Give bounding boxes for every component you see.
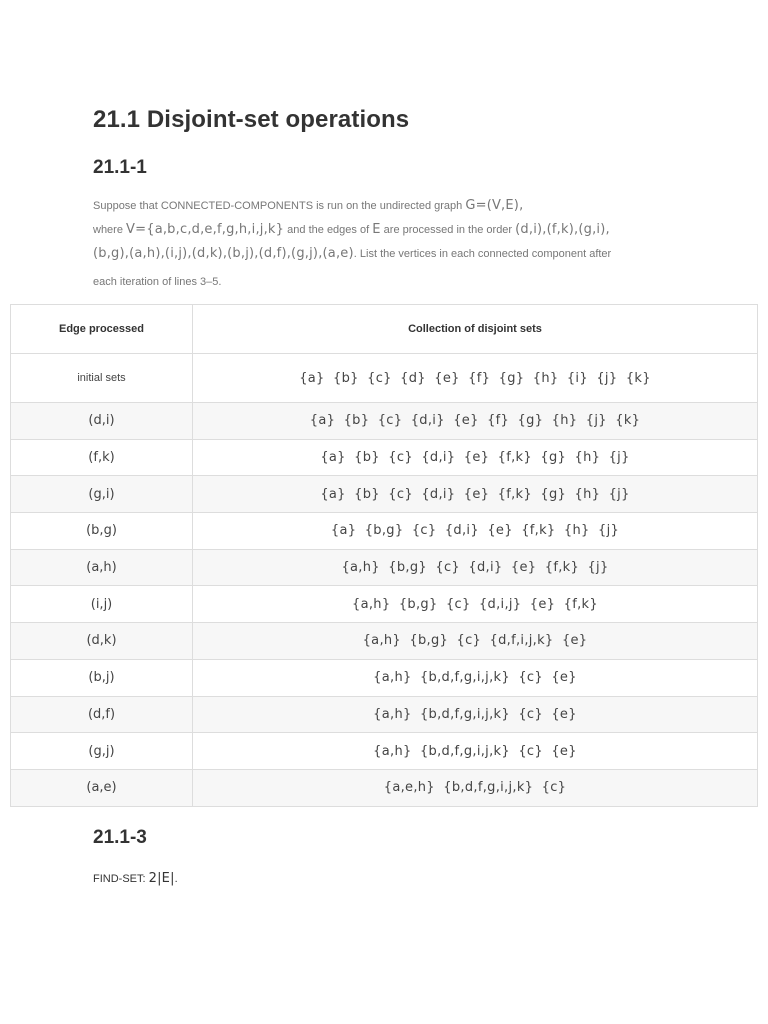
- table-row: [11, 586, 758, 623]
- edge-cell: (b,g): [11, 513, 193, 550]
- statement-line-1: [93, 198, 523, 213]
- page-title: 21.1 Disjoint-set operations: [93, 106, 410, 133]
- sets-cell: {a} {b} {c} {d,i} {e} {f,k} {g} {h} {j}: [193, 439, 758, 476]
- edge-cell: (f,k): [11, 439, 193, 476]
- sets-cell: {a} {b} {c} {d,i} {e} {f} {g} {h} {j} {k}: [193, 403, 758, 440]
- statement-text: Suppose that CONNECTED-COMPONENTS is run on the undirected graph: [93, 200, 466, 212]
- statement-text: where: [93, 224, 127, 236]
- table-header-row: [11, 305, 758, 354]
- exercise-heading-21-1-1: 21.1-1: [93, 157, 147, 178]
- math-edge-set: E: [372, 222, 381, 237]
- sets-cell: {a,h} {b,g} {c} {d,f,i,j,k} {e}: [193, 623, 758, 660]
- table-row: [11, 549, 758, 586]
- disjoint-sets-table: [10, 304, 757, 807]
- sets-cell: {a} {b} {c} {d} {e} {f} {g} {h} {i} {j} {k}: [193, 354, 758, 403]
- answer-text: FIND-SET:: [93, 873, 149, 885]
- sets-cell: {a,h} {b,d,f,g,i,j,k} {c} {e}: [193, 733, 758, 770]
- statement-text: and the edges of: [284, 224, 373, 236]
- table-row: [11, 769, 758, 806]
- exercise-heading-21-1-3: 21.1-3: [93, 827, 147, 848]
- edge-cell: (d,k): [11, 623, 193, 660]
- table-row: [11, 476, 758, 513]
- statement-text: each iteration of lines 3–5.: [93, 276, 222, 288]
- edge-cell: (d,i): [11, 403, 193, 440]
- math-vertex-set: V={a,b,c,d,e,f,g,h,i,j,k}: [126, 222, 285, 237]
- table-row: [11, 403, 758, 440]
- table-row: [11, 623, 758, 660]
- sets-cell: {a,h} {b,g} {c} {d,i} {e} {f,k} {j}: [193, 549, 758, 586]
- sets-cell: {a} {b} {c} {d,i} {e} {f,k} {g} {h} {j}: [193, 476, 758, 513]
- table-row: [11, 696, 758, 733]
- sets-cell: {a,h} {b,d,f,g,i,j,k} {c} {e}: [193, 659, 758, 696]
- statement-text: are processed in the order: [380, 224, 516, 236]
- edge-cell: (i,j): [11, 586, 193, 623]
- statement-line-2: [93, 222, 610, 237]
- table-row: [11, 659, 758, 696]
- table-row: [11, 513, 758, 550]
- sets-cell: {a,h} {b,g} {c} {d,i,j} {e} {f,k}: [193, 586, 758, 623]
- edge-cell: (d,f): [11, 696, 193, 733]
- sets-cell: {a,h} {b,d,f,g,i,j,k} {c} {e}: [193, 696, 758, 733]
- statement-line-4: [93, 276, 221, 288]
- statement-line-3: [93, 246, 611, 261]
- column-header-sets: Collection of disjoint sets: [193, 305, 758, 354]
- edge-cell: (a,h): [11, 549, 193, 586]
- edge-cell: (b,j): [11, 659, 193, 696]
- edge-cell: initial sets: [11, 354, 193, 403]
- edge-cell: (g,j): [11, 733, 193, 770]
- sets-cell: {a,e,h} {b,d,f,g,i,j,k} {c}: [193, 769, 758, 806]
- math-answer: 2|E|: [148, 871, 175, 886]
- table-row: [11, 439, 758, 476]
- math-graph: G=(V,E),: [465, 198, 524, 213]
- math-edge-order: (d,i),(f,k),(g,i),: [515, 222, 610, 237]
- edge-cell: (a,e): [11, 769, 193, 806]
- exercise-21-1-3-answer: [93, 871, 178, 886]
- answer-suffix: .: [174, 873, 178, 885]
- table-row: [11, 733, 758, 770]
- column-header-edge: Edge processed: [11, 305, 193, 354]
- statement-text: . List the vertices in each connected component after: [353, 248, 612, 260]
- edge-cell: (g,i): [11, 476, 193, 513]
- math-edge-order-cont: (b,g),(a,h),(i,j),(d,k),(b,j),(d,f),(g,j),(a,e): [93, 246, 354, 261]
- table-row: [11, 354, 758, 403]
- sets-cell: {a} {b,g} {c} {d,i} {e} {f,k} {h} {j}: [193, 513, 758, 550]
